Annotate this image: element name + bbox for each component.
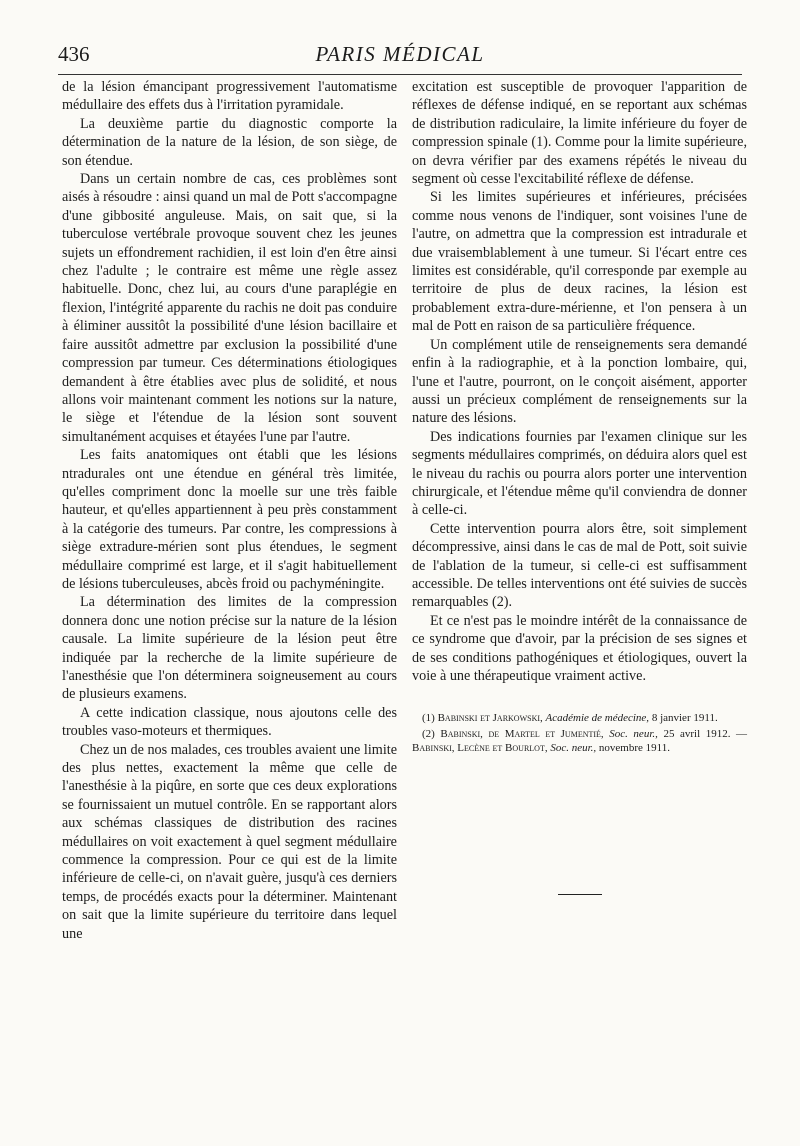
running-title: PARIS MÉDICAL xyxy=(315,42,485,66)
paragraph: La détermination des limites de la compression donnera donc une notion précise sur la nature de la lésion causale. La limite supérieure de la lésion peut être indiquée par la recherche de la limite supérieure de l'anesthésie que l'on déterminera soigneusement au cours de plusieurs examens. xyxy=(62,594,397,703)
paragraph: Cette intervention pourra alors être, soit simplement décompressive, ainsi dans le cas de mal de Pott, soit suivie de l'ablation de la tumeur, si celle-ci est suffisamment accessible. De telles interventions ont été suivies de succès remarquables (2). xyxy=(412,520,747,611)
footnote-date: novembre 1911. xyxy=(598,742,670,755)
paragraph: Un complément utile de renseignements sera demandé enfin à la radiographie, et à la ponction lombaire, qui, l'une et l'autre, pourront, on le conçoit aisément, apporter aussi un précieux complément de renseignements sur la nature des lésions. xyxy=(412,336,747,427)
footnote-journal: Académie de médecine, xyxy=(545,712,650,725)
paragraph: A cette indication classique, nous ajoutons celle des troubles vaso-moteurs et thermiques. xyxy=(62,704,397,740)
footnote-date: 25 avril 1912. — xyxy=(663,727,748,740)
page-number: 436 xyxy=(58,42,90,66)
paragraph: Chez un de nos malades, ces troubles avaient une limite des plus nettes, exactement la même que celle de l'anesthésie à la piqûre, en sorte que ces deux explorations se fournissaient un mutuel contrôle. En se rapportant alors aux schémas classiques de distribution des racines médullaires on voit exactement à quel segment médullaire commence la compression. Pour ce qui est de la limite inférieure de celle-ci, on n'avait guère, jusqu'à ces derniers temps, de procédés exacts pour la déterminer. Maintenant on sait que la limite supérieure du territoire dans lequel une xyxy=(62,741,397,942)
footnote-authors: Babinski, Lecène et Bourlot, xyxy=(412,742,548,755)
page-header xyxy=(58,40,742,75)
right-column xyxy=(412,78,747,895)
footnote-authors: Babinski et Jarkowski, xyxy=(437,712,543,725)
footnotes xyxy=(412,711,747,756)
footnote-number: (1) xyxy=(422,712,435,725)
end-of-article-rule xyxy=(558,894,602,895)
footnote-journal: Soc. neur., xyxy=(609,727,658,740)
paragraph: Dans un certain nombre de cas, ces problèmes sont aisés à résoudre : ainsi quand un mal de Pott s'accompagne d'une gibbosité anguleuse. Mais, on sait que, si la tuberculose vertébrale provoque souvent chez les jeunes sujets un effondrement rachidien, il est loin d'en être ainsi chez l'adulte ; le contraire est même une règle assez habituelle. Donc, chez lui, au cours d'une paraplégie en flexion, l'intégrité apparente du rachis ne doit pas conduire à éliminer aussitôt la possibilité d'une lésion bacillaire et faire aussitôt admettre par exclusion la possibilité d'une compression par tumeur. Ces déterminations étiologiques demandent à être établies avec plus de solidité, et nous allons voir maintenant comment les notions sur la nature, le siège et l'étendue de la lésion sont souvent simultanément acquises et étayées l'une par l'autre. xyxy=(62,171,397,445)
paragraph: de la lésion émancipant progressivement l'automatisme médullaire des effets dus à l'irritation pyramidale. xyxy=(62,79,397,114)
footnote-2 xyxy=(412,727,747,756)
left-column xyxy=(62,78,397,943)
footnote-journal: Soc. neur., xyxy=(550,742,597,755)
paragraph: Des indications fournies par l'examen clinique sur les segments médullaires comprimés, on déduira alors quel est le niveau du rachis ou pourra alors porter une intervention chirurgicale, et l'étendue même qu'il conviendra de donner à celle-ci. xyxy=(412,428,747,519)
paragraph: Si les limites supérieures et inférieures, précisées comme nous venons de l'indiquer, sont voisines l'une de l'autre, on admettra que la compression est intradurale et due vraisemblablement à une tumeur. Si l'écart entre ces limites est considérable, qu'il corresponde par exemple au territoire de plus de deux racines, la lésion est probablement extra-dure-mérienne, et l'on pensera à un mal de Pott en raison de sa particulière fréquence. xyxy=(412,189,747,335)
footnote-1 xyxy=(412,711,747,726)
footnote-date: 8 janvier 1911. xyxy=(651,712,718,725)
paragraph: excitation est susceptible de provoquer l'apparition de réflexes de défense indiqué, en se reportant aux schémas de distribution radiculaire, la limite inférieure du foyer de compression spinale (1). Comme pour la limite supérieure, on devra vérifier par des examens répétés le niveau du segment où cesse l'excitabilité réflexe de défense. xyxy=(412,79,747,188)
paragraph: La deuxième partie du diagnostic comporte la détermination de la nature de la lésion, de son siège, de son étendue. xyxy=(62,115,397,169)
paragraph: Et ce n'est pas le moindre intérêt de la connaissance de ce syndrome que d'avoir, par la précision de ses signes et de ses conditions pathogéniques et étiologiques, ouvert la voie à une thérapeutique vraiment active. xyxy=(412,612,747,684)
footnote-number: (2) xyxy=(422,727,435,740)
footnote-authors: Babinski, de Martel et Jumentié, xyxy=(440,727,604,740)
paragraph: Les faits anatomiques ont établi que les lésions ntradurales ont une étendue en général très limitée, qu'elles compriment donc la moelle sur une très faible hauteur, et qu'elles appartiennent à peu près constamment à la catégorie des tumeurs. Par contre, les compressions à siège extradure-mérien sont plus étendues, le segment médullaire comprimé est large, et il s'agit habituellement de lésions tuberculeuses, abcès froid ou pachyméningite. xyxy=(62,447,397,592)
